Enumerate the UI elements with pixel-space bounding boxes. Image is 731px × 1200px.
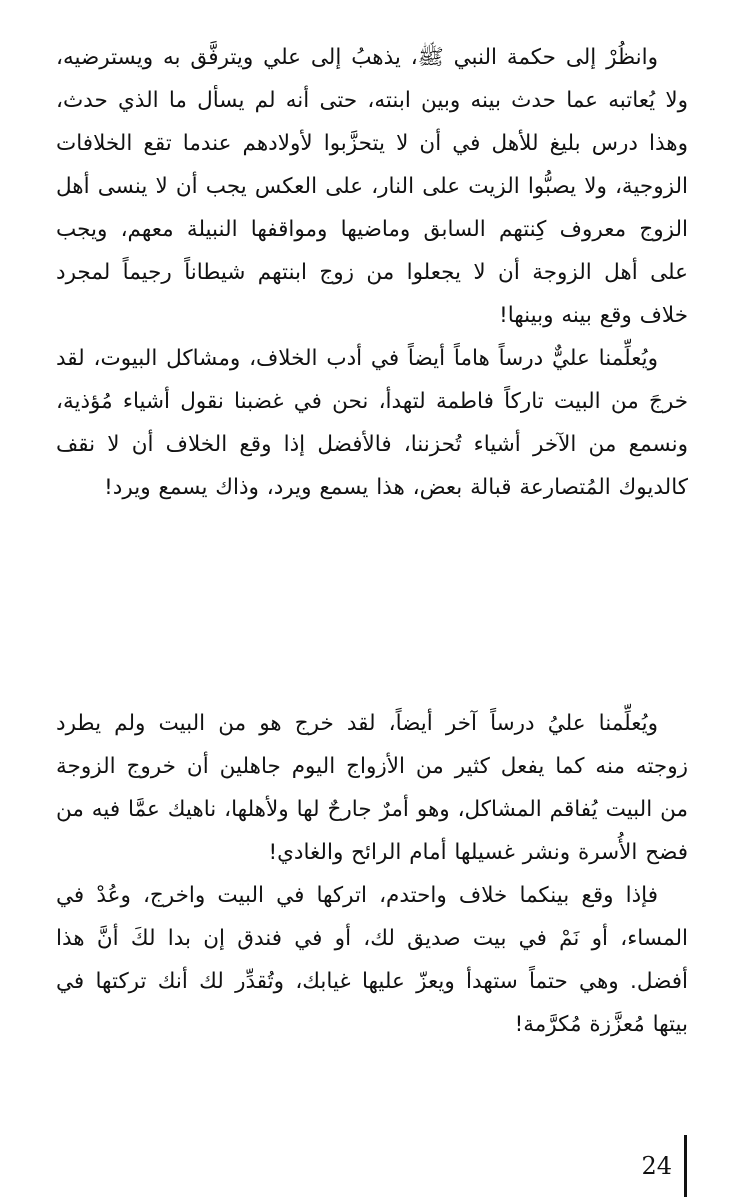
text-block-lower (56, 702, 688, 1046)
paragraph-leaving-home: ويُعلِّمنا عليُ درساً آخر أيضاً، لقد خرج هو من البيت ولم يطرد زوجته منه كما يفعل كثير من الأزواج اليوم جاهلين أن خروج الزوجة من البيت يُفاقم المشاكل، وهو أمرٌ جارحٌ لها ولأهلها، ناهيك عمَّا فيه من فضح الأُسرة ونشر غسيلها أمام الرائح والغادي! (56, 711, 688, 865)
page-number: 24 (641, 1152, 672, 1180)
paragraph-etiquette-of-disagreement: ويُعلِّمنا عليٌّ درساً هاماً أيضاً في أدب الخلاف، ومشاكل البيوت، لقد خرجَ من البيت تاركاً فاطمة لتهدأ، نحن في غضبنا نقول أشياء مُؤذية، ونسمع من الآخر أشياء تُحزننا، فالأفضل إذا وقع الخلاف أن لا نقف كالديوك المُتصارعة قبالة بعض، هذا يسمع ويرد، وذاك يسمع ويرد! (56, 346, 688, 500)
page-number-divider (684, 1135, 687, 1197)
paragraph-prophet-wisdom: وانظُرْ إلى حكمة النبي ﷺ، يذهبُ إلى علي ويترفَّق به ويسترضيه، ولا يُعاتبه عما حدث بينه وبين ابنته، حتى أنه لم يسأل ما الذي حدث، وهذا درس بليغ للأهل في أن لا يتحزَّبوا لأولادهم عندما تقع الخلافات الزوجية، ولا يصبُّوا الزيت على النار، على العكس يجب أن لا ينسى أهل الزوج معروف كِنتهم السابق وماضيها ومواقفها النبيلة معهم، ويجب على أهل الزوجة أن لا يجعلوا من زوج ابنتهم شيطاناً رجيماً لمجرد خلاف وقع بينه وبينها! (56, 45, 688, 328)
text-block-upper (56, 36, 688, 509)
paragraph-advice: فإذا وقع بينكما خلاف واحتدم، اتركها في البيت واخرج، وعُدْ في المساء، أو نَمْ في بيت صديق لك، أو في فندق إن بدا لكَ أنَّ هذا أفضل. وهي حتماً ستهدأ ويعزّ عليها غيابك، وتُقدِّر لك أنك تركتها في بيتها مُعزَّزة مُكرَّمة! (56, 883, 688, 1037)
